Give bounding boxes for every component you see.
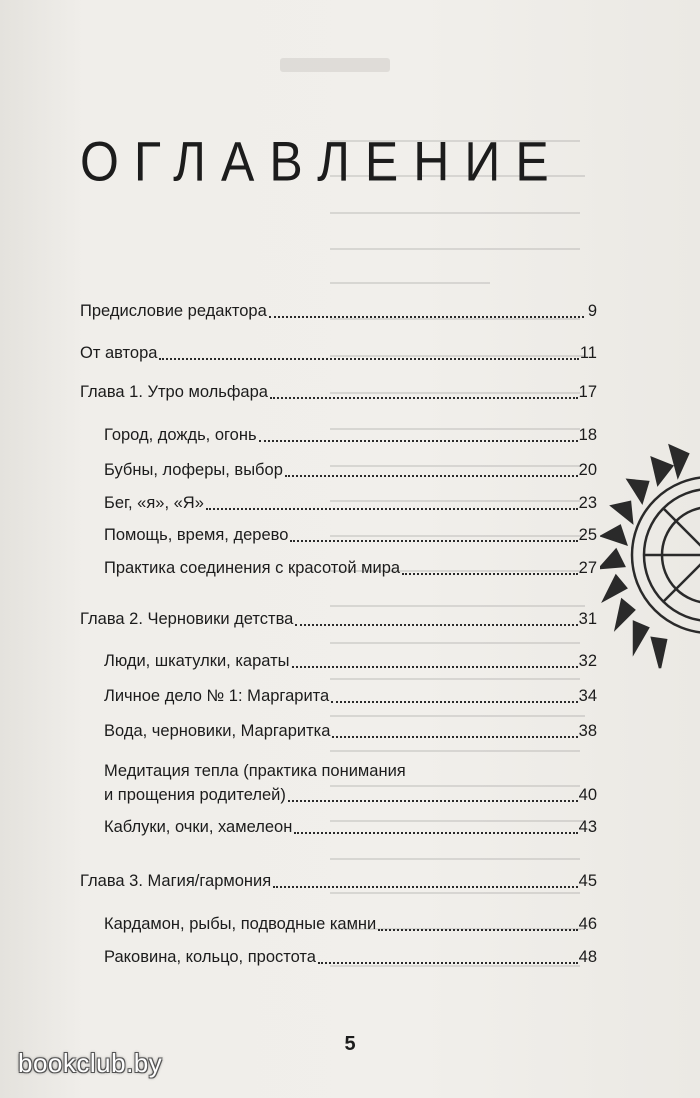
toc-entry-page: 9 xyxy=(587,302,597,320)
toc-entry-title: Бег, «я», «Я» xyxy=(104,494,204,512)
toc-entry-page: 34 xyxy=(578,687,597,705)
toc-leader-dots xyxy=(270,397,578,399)
toc-entry xyxy=(80,604,597,630)
toc-entry-page: 18 xyxy=(578,426,597,444)
toc-entry-title: Кардамон, рыбы, подводные камни xyxy=(104,915,377,933)
toc-entry-page: 25 xyxy=(578,526,597,544)
toc-entry-page: 40 xyxy=(578,786,597,804)
toc-entry xyxy=(80,866,597,892)
toc-entry xyxy=(80,377,597,403)
toc-entry-title: Предисловие редактора xyxy=(80,302,267,320)
toc-entry-page: 48 xyxy=(578,948,597,966)
toc-entry-page: 32 xyxy=(578,652,597,670)
toc-entry xyxy=(104,812,597,838)
toc-entry-title: Вода, черновики, Маргаритка xyxy=(104,722,331,740)
toc-entry xyxy=(104,488,597,514)
toc-entry xyxy=(104,553,597,579)
toc-entry-page: 11 xyxy=(579,344,597,362)
toc-leader-dots xyxy=(332,736,577,738)
toc-entry-title: От автора xyxy=(80,344,158,362)
toc-leader-dots xyxy=(402,573,578,575)
page-number: 5 xyxy=(344,1033,356,1055)
toc-entry-title: Люди, шкатулки, караты xyxy=(104,652,290,670)
toc-entry xyxy=(104,909,597,935)
toc-entry xyxy=(104,942,597,968)
toc-leader-dots xyxy=(206,508,578,510)
toc-entry xyxy=(104,756,597,782)
toc-entry xyxy=(104,520,597,546)
toc-leader-dots xyxy=(285,475,578,477)
toc-entry-title: Глава 1. Утро мольфара xyxy=(80,383,268,401)
toc-entry-title: и прощения родителей) xyxy=(104,786,286,804)
toc-entry-page: 17 xyxy=(578,383,597,401)
toc-entry xyxy=(104,646,597,672)
toc-entry-title: Личное дело № 1: Маргарита xyxy=(104,687,330,705)
toc-entry-title: Город, дождь, огонь xyxy=(104,426,257,444)
toc-entry xyxy=(104,780,597,806)
toc-entry-page: 20 xyxy=(578,461,597,479)
watermark: bookclub.by xyxy=(18,1048,163,1078)
toc-entry xyxy=(104,681,597,707)
toc-entry-title: Каблуки, очки, хамелеон xyxy=(104,818,293,836)
toc-entry-page: 31 xyxy=(578,610,597,628)
toc-leader-dots xyxy=(159,358,578,360)
toc-entry xyxy=(104,420,597,446)
toc-leader-dots xyxy=(259,440,578,442)
toc-entry-title: Глава 3. Магия/гармония xyxy=(80,872,272,890)
toc-heading: ОГЛАВЛЕНИЕ xyxy=(80,130,564,193)
toc-entry-page: 27 xyxy=(578,559,597,577)
toc-entry xyxy=(80,296,597,322)
toc-leader-dots xyxy=(290,540,577,542)
toc-entry xyxy=(104,455,597,481)
toc-leader-dots xyxy=(273,886,577,888)
toc-leader-dots xyxy=(269,316,584,318)
toc-leader-dots xyxy=(294,832,577,834)
toc-entry-page: 45 xyxy=(578,872,597,890)
toc-entry-title: Медитация тепла (практика понимания xyxy=(104,762,406,780)
sun-ornament-icon xyxy=(600,440,700,670)
toc-entry xyxy=(104,716,597,742)
toc-entry xyxy=(80,338,597,364)
toc-leader-dots xyxy=(288,800,578,802)
toc-leader-dots xyxy=(292,666,578,668)
toc-entry-title: Раковина, кольцо, простота xyxy=(104,948,316,966)
toc-entry-page: 23 xyxy=(578,494,597,512)
toc-entry-title: Помощь, время, дерево xyxy=(104,526,289,544)
toc-entry-title: Глава 2. Черновики детства xyxy=(80,610,294,628)
toc-leader-dots xyxy=(378,929,577,931)
toc-leader-dots xyxy=(331,701,577,703)
toc-entry-page: 46 xyxy=(578,915,597,933)
toc-leader-dots xyxy=(318,962,578,964)
toc-leader-dots xyxy=(295,624,577,626)
toc-entry-page: 43 xyxy=(578,818,597,836)
toc-entry-title: Бубны, лоферы, выбор xyxy=(104,461,283,479)
toc-entry-title: Практика соединения с красотой мира xyxy=(104,559,401,577)
toc-entry-page: 38 xyxy=(578,722,597,740)
